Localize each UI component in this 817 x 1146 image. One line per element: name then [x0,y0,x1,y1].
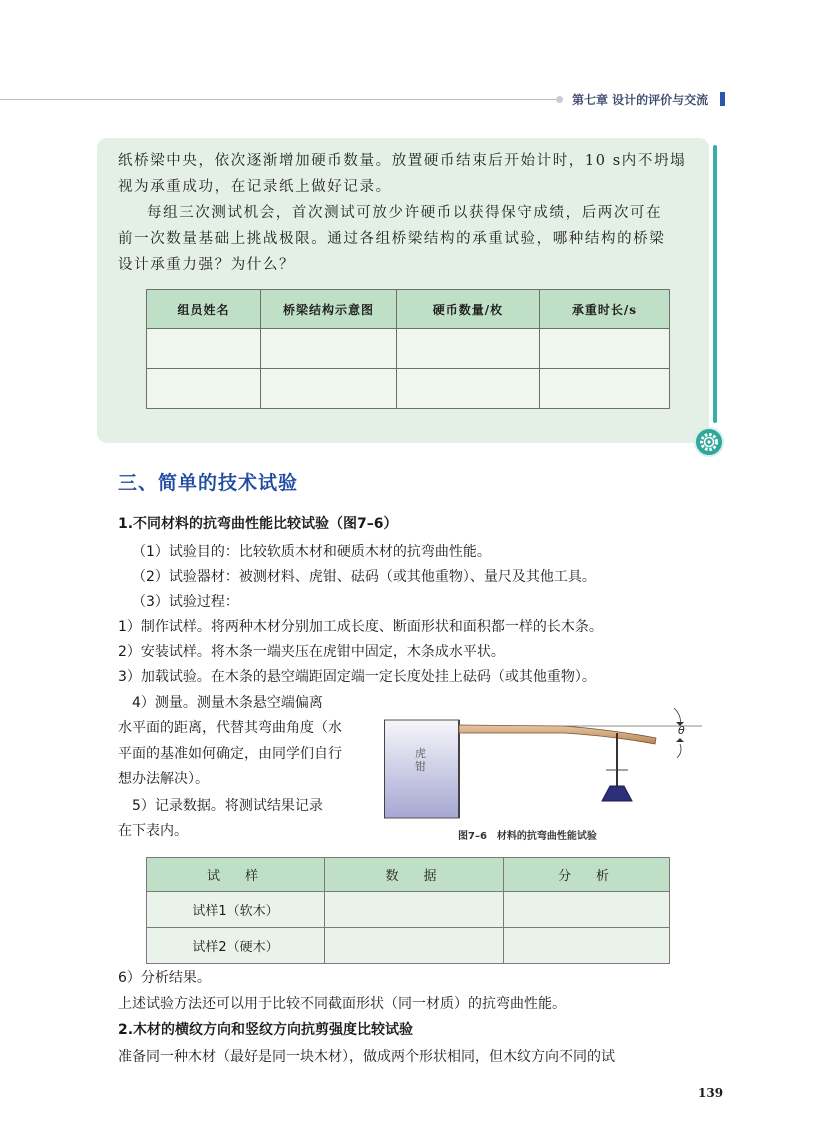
table-cell[interactable] [261,329,397,369]
table-header-cell: 组员姓名 [147,290,261,329]
table-row [147,369,670,409]
table-cell[interactable] [504,892,670,928]
table-cell[interactable] [540,369,670,409]
activity-text [118,148,694,278]
table-cell[interactable] [397,329,540,369]
table-cell[interactable] [147,329,261,369]
table-row [147,329,670,369]
step-3-text: 3）加载试验。在木条的悬空端距固定端一定长度处挂上砝码（或其他重物）。 [118,669,596,685]
table-header-cell: 试 样 [147,858,325,892]
purpose-text: （1）试验目的：比较软质木材和硬质木材的抗弯曲性能。 [132,544,491,560]
sample-name-cell: 试样2（硬木） [147,928,325,964]
step-5-line: 5）记录数据。将测试结果记录 [132,798,323,814]
header-accent-bar [720,92,725,106]
activity-line: 每组三次测试机会，首次测试可放少许硬币以获得保守成绩，后两次可在 [147,205,663,221]
table-header-row [147,290,670,329]
table-header-cell: 分 析 [504,858,670,892]
step-4-line: 水平面的距离，代替其弯曲角度（水 [118,720,342,736]
table-header-row [147,858,670,892]
experiment-2-text: 准备同一种木材（最好是同一块木材），做成两个形状相同，但木纹方向不同的试 [118,1049,615,1065]
step-6-text: 6）分析结果。 [118,970,211,986]
bridge-record-table [146,289,670,409]
step-5-line: 在下表内。 [118,823,188,839]
activity-line: 设计承重力强？为什么？ [118,257,296,273]
table-header-cell: 承重时长/s [540,290,670,329]
table-row [147,892,670,928]
step-4-line: 4）测量。测量木条悬空端偏离 [132,695,323,711]
activity-line: 纸桥梁中央，依次逐渐增加硬币数量。放置硬币结束后开始计时，10 s内不坍塌 [118,153,687,169]
step-4-line: 平面的基准如何确定，由同学们自行 [118,746,342,762]
section-title: 三、简单的技术试验 [118,472,299,494]
process-text: （3）试验过程： [132,594,239,610]
table-cell[interactable] [540,329,670,369]
header-dot [556,96,563,103]
angle-label: θ [678,724,685,737]
activity-side-line [713,145,717,423]
materials-text: （2）试验器材：被测材料、虎钳、砝码（或其他重物）、量尺及其他工具。 [132,569,596,585]
table-cell[interactable] [504,928,670,964]
experiment-2-title: 2.木材的横纹方向和竖纹方向抗剪强度比较试验 [118,1022,414,1038]
experiment-1-title: 1.不同材料的抗弯曲性能比较试验（图7–6） [118,516,398,532]
sample-name-cell: 试样1（软木） [147,892,325,928]
bending-test-figure [384,700,714,820]
table-cell[interactable] [147,369,261,409]
table-header-cell: 数 据 [325,858,504,892]
table-cell[interactable] [397,369,540,409]
wood-strip [459,725,656,744]
step-4-line: 想办法解决）。 [118,771,209,787]
table-header-cell: 桥梁结构示意图 [261,290,397,329]
activity-line: 前一次数量基础上挑战极限。通过各组桥梁结构的承重试验，哪种结构的桥梁 [118,231,666,247]
weight [602,786,632,801]
table-header-cell: 硬币数量/枚 [397,290,540,329]
table-cell[interactable] [325,928,504,964]
table-cell[interactable] [261,369,397,409]
step-1-text: 1）制作试样。将两种木材分别加工成长度、断面形状和面积都一样的长木条。 [118,619,603,635]
table-row [147,928,670,964]
activity-line: 视为承重成功，在记录纸上做好记录。 [118,179,392,195]
table-cell[interactable] [325,892,504,928]
figure-caption: 图7–6 材料的抗弯曲性能试验 [458,831,597,842]
vise-label: 虎钳 [415,747,426,773]
sample-data-table [146,857,670,964]
note-text: 上述试验方法还可以用于比较不同截面形状（同一材质）的抗弯曲性能。 [118,996,566,1012]
step-2-text: 2）安装试样。将木条一端夹压在虎钳中固定，木条成水平状。 [118,644,505,660]
chapter-title: 第七章 设计的评价与交流 [572,93,709,107]
gear-icon [694,427,724,457]
header-rule [0,99,560,100]
page-number: 139 [698,1086,724,1100]
